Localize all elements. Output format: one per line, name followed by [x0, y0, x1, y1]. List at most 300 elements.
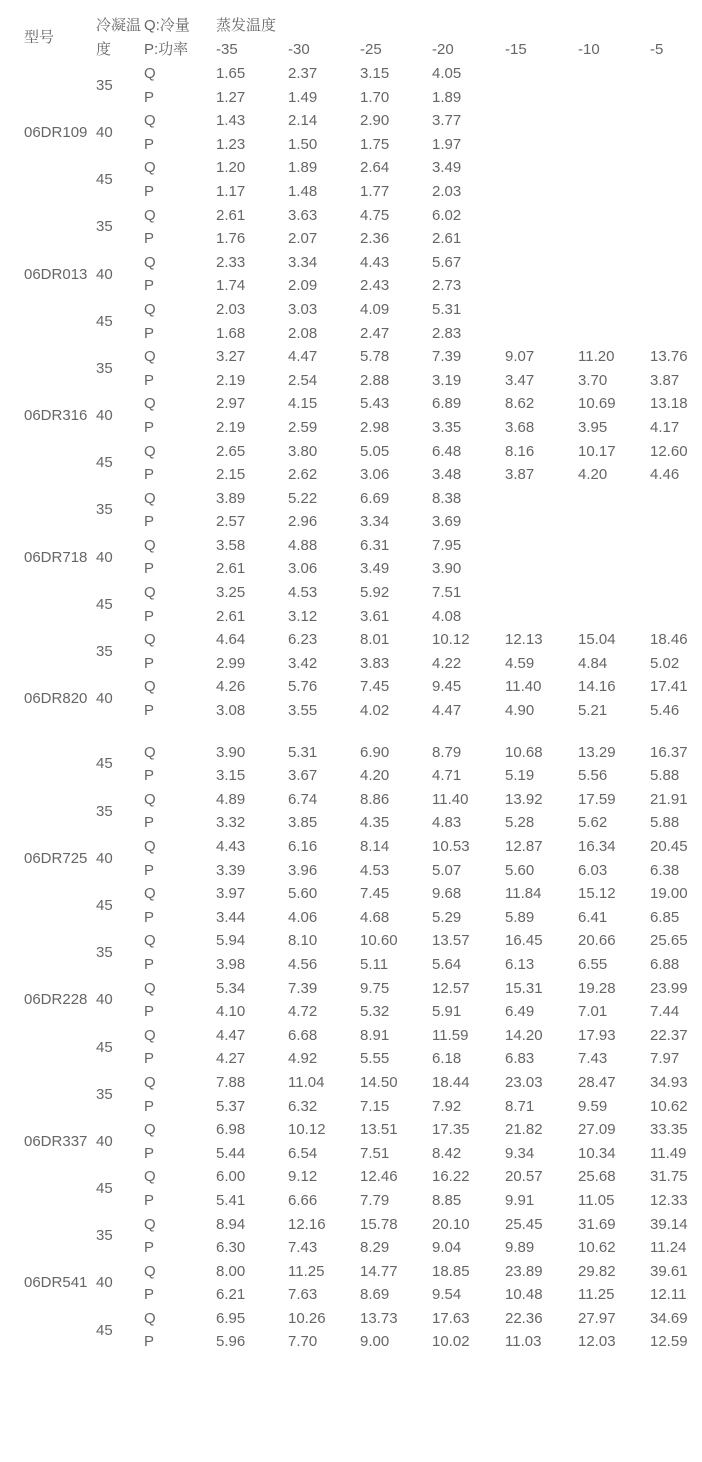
value-cell: 2.19 — [216, 371, 246, 389]
value-cell: 2.36 — [360, 230, 390, 248]
col-header-cond-temp: 冷凝温度 — [96, 17, 142, 58]
value-cell: 1.23 — [216, 135, 246, 153]
value-cell: 5.32 — [360, 1003, 390, 1021]
row-label-q: Q — [144, 790, 156, 808]
cond-temp-value: 45 — [96, 312, 113, 330]
value-cell: 2.15 — [216, 466, 246, 484]
value-cell: 12.46 — [360, 1168, 398, 1186]
value-cell: 3.44 — [216, 908, 246, 926]
value-cell: 1.27 — [216, 88, 246, 106]
value-cell: 9.75 — [360, 979, 390, 997]
value-cell: 6.48 — [432, 442, 462, 460]
value-cell: 4.10 — [216, 1003, 246, 1021]
row-label-q: Q — [144, 112, 156, 130]
value-cell: 3.67 — [288, 767, 318, 785]
value-cell: 6.49 — [505, 1003, 535, 1021]
value-cell: 16.37 — [650, 743, 688, 761]
value-cell: 10.26 — [288, 1309, 326, 1327]
value-cell: 5.05 — [360, 442, 390, 460]
value-cell: 10.53 — [432, 838, 470, 855]
value-cell: 6.74 — [288, 790, 318, 808]
row-label-p: P — [144, 182, 155, 200]
row-label-q: Q — [144, 1262, 156, 1280]
value-cell: 5.02 — [650, 654, 680, 672]
model-name: 06DR725 — [24, 849, 88, 867]
value-cell: 10.69 — [578, 395, 616, 413]
legend-q: Q:冷量 — [144, 17, 190, 34]
value-cell: 39.14 — [650, 1215, 688, 1233]
value-cell: 6.30 — [216, 1239, 246, 1257]
value-cell: 21.91 — [650, 790, 688, 808]
value-cell: 4.35 — [360, 814, 390, 832]
value-cell: 4.75 — [360, 206, 390, 224]
value-cell: 13.57 — [432, 932, 470, 950]
row-label-q: Q — [144, 159, 156, 177]
value-cell: 16.22 — [432, 1168, 470, 1186]
value-cell: 1.70 — [360, 88, 390, 106]
value-cell: 12.57 — [432, 979, 470, 997]
value-cell: 2.65 — [216, 442, 246, 460]
value-cell: 1.48 — [288, 182, 318, 200]
cond-temp-value: 40 — [96, 849, 113, 867]
value-cell: 3.25 — [216, 584, 246, 602]
row-label-p: P — [144, 814, 155, 832]
value-cell: 16.45 — [505, 932, 543, 950]
value-cell: 12.11 — [650, 1286, 687, 1304]
value-cell: 7.01 — [578, 1003, 608, 1021]
row-label-q: Q — [144, 395, 156, 413]
row-label-q: Q — [144, 489, 156, 507]
value-cell: 17.59 — [578, 790, 616, 808]
row-label-q: Q — [144, 885, 156, 903]
row-label-p: P — [144, 908, 155, 926]
value-cell: 8.69 — [360, 1286, 390, 1304]
row-label-q: Q — [144, 743, 156, 761]
value-cell: 3.27 — [216, 348, 246, 366]
value-cell: 1.76 — [216, 230, 246, 248]
value-cell: 7.95 — [432, 536, 462, 554]
cond-temp-value: 40 — [96, 690, 113, 708]
value-cell: 3.34 — [360, 513, 390, 531]
value-cell: 13.92 — [505, 790, 543, 808]
value-cell: 3.85 — [288, 814, 318, 832]
value-cell: 6.18 — [432, 1050, 462, 1068]
row-label-q: Q — [144, 838, 156, 855]
value-cell: 4.17 — [650, 418, 680, 436]
value-cell: 19.28 — [578, 979, 616, 997]
value-cell: 1.89 — [288, 159, 318, 177]
value-cell: 11.05 — [578, 1191, 615, 1209]
value-cell: 1.97 — [432, 135, 462, 153]
value-cell: 5.34 — [216, 979, 246, 997]
row-label-p: P — [144, 767, 155, 785]
value-cell: 9.00 — [360, 1333, 390, 1351]
value-cell: 27.97 — [578, 1309, 616, 1327]
value-cell: 7.79 — [360, 1191, 390, 1209]
model-name: 06DR228 — [24, 991, 88, 1009]
value-cell: 3.19 — [432, 371, 462, 389]
value-cell: 2.83 — [432, 324, 462, 342]
row-label-q: Q — [144, 348, 156, 366]
value-cell: 7.39 — [288, 979, 318, 997]
value-cell: 3.03 — [288, 300, 318, 318]
row-label-p: P — [144, 560, 155, 578]
value-cell: 5.21 — [578, 702, 608, 720]
col-header-model: 型号 — [24, 29, 55, 46]
value-cell: 2.98 — [360, 418, 390, 436]
value-cell: 10.62 — [578, 1239, 616, 1257]
value-cell: 3.55 — [288, 702, 318, 720]
row-label-p: P — [144, 1239, 155, 1257]
row-label-p: P — [144, 1097, 155, 1115]
value-cell: 23.03 — [505, 1073, 543, 1091]
value-cell: 2.03 — [216, 300, 246, 318]
value-cell: 2.90 — [360, 112, 390, 130]
value-cell: 3.06 — [288, 560, 318, 578]
value-cell: 17.63 — [432, 1309, 470, 1327]
value-cell: 3.87 — [505, 466, 535, 484]
model-name: 06DR541 — [24, 1274, 88, 1292]
cond-temp-value: 45 — [96, 454, 113, 472]
value-cell: 7.45 — [360, 678, 390, 696]
value-cell: 2.64 — [360, 159, 390, 177]
value-cell: 28.47 — [578, 1073, 616, 1091]
value-cell: 3.12 — [288, 607, 318, 625]
col-header-temp: -35 — [216, 41, 238, 58]
value-cell: 20.66 — [578, 932, 616, 950]
value-cell: 7.70 — [288, 1333, 318, 1351]
model-group — [24, 487, 702, 629]
row-label-q: Q — [144, 65, 156, 82]
value-cell: 17.41 — [650, 678, 688, 696]
value-cell: 3.61 — [360, 607, 390, 625]
value-cell: 4.64 — [216, 631, 246, 649]
value-cell: 3.68 — [505, 418, 535, 436]
model-group — [24, 741, 702, 788]
value-cell: 3.70 — [578, 371, 608, 389]
value-cell: 4.43 — [216, 838, 246, 855]
value-cell: 5.67 — [432, 253, 462, 271]
value-cell: 11.24 — [650, 1239, 687, 1257]
value-cell: 2.97 — [216, 395, 246, 413]
value-cell: 5.07 — [432, 861, 462, 879]
row-label-p: P — [144, 861, 155, 879]
value-cell: 1.75 — [360, 135, 390, 153]
value-cell: 6.41 — [578, 908, 608, 926]
value-cell: 25.45 — [505, 1215, 543, 1233]
value-cell: 9.54 — [432, 1286, 462, 1304]
value-cell: 9.59 — [578, 1097, 608, 1115]
row-label-q: Q — [144, 678, 156, 696]
value-cell: 12.03 — [578, 1333, 616, 1351]
model-group — [24, 1213, 702, 1355]
value-cell: 11.40 — [432, 790, 469, 808]
cond-temp-value: 40 — [96, 548, 113, 566]
value-cell: 8.00 — [216, 1262, 246, 1280]
value-cell: 1.49 — [288, 88, 318, 106]
value-cell: 3.47 — [505, 371, 535, 389]
value-cell: 14.77 — [360, 1262, 398, 1280]
value-cell: 2.19 — [216, 418, 246, 436]
value-cell: 23.99 — [650, 979, 688, 997]
value-cell: 6.32 — [288, 1097, 318, 1115]
value-cell: 19.00 — [650, 885, 688, 903]
value-cell: 4.09 — [360, 300, 390, 318]
value-cell: 11.20 — [578, 348, 615, 366]
value-cell: 3.34 — [288, 253, 318, 271]
row-label-p: P — [144, 371, 155, 389]
value-cell: 5.28 — [505, 814, 535, 832]
cond-temp-value: 35 — [96, 944, 113, 962]
value-cell: 3.77 — [432, 112, 462, 130]
value-cell: 5.96 — [216, 1333, 246, 1351]
value-cell: 1.68 — [216, 324, 246, 342]
value-cell: 4.06 — [288, 908, 318, 926]
value-cell: 8.85 — [432, 1191, 462, 1209]
value-cell: 4.83 — [432, 814, 462, 832]
value-cell: 15.78 — [360, 1215, 398, 1233]
value-cell: 5.55 — [360, 1050, 390, 1068]
value-cell: 3.97 — [216, 885, 246, 903]
value-cell: 13.51 — [360, 1121, 398, 1139]
value-cell: 3.90 — [216, 743, 246, 761]
value-cell: 7.45 — [360, 885, 390, 903]
value-cell: 1.74 — [216, 277, 246, 295]
value-cell: 3.39 — [216, 861, 246, 879]
value-cell: 2.03 — [432, 182, 462, 200]
value-cell: 1.20 — [216, 159, 246, 177]
value-cell: 10.68 — [505, 743, 543, 761]
value-cell: 4.71 — [432, 767, 462, 785]
value-cell: 11.25 — [578, 1286, 615, 1304]
cond-temp-value: 35 — [96, 1085, 113, 1103]
value-cell: 3.87 — [650, 371, 680, 389]
value-cell: 13.73 — [360, 1309, 398, 1327]
value-cell: 8.10 — [288, 932, 318, 950]
value-cell: 2.14 — [288, 112, 318, 130]
cond-temp-value: 40 — [96, 123, 113, 141]
col-header-evap-temp: 蒸发温度 — [216, 17, 277, 34]
value-cell: 3.15 — [360, 65, 390, 82]
value-cell: 14.16 — [578, 678, 616, 696]
row-label-p: P — [144, 418, 155, 436]
value-cell: 5.19 — [505, 767, 535, 785]
value-cell: 3.35 — [432, 418, 462, 436]
value-cell: 8.42 — [432, 1144, 462, 1162]
legend-p: P:功率 — [144, 41, 189, 58]
value-cell: 1.89 — [432, 88, 462, 106]
value-cell: 15.31 — [505, 979, 543, 997]
value-cell: 3.96 — [288, 861, 318, 879]
value-cell: 11.25 — [288, 1262, 325, 1280]
value-cell: 1.43 — [216, 112, 246, 130]
value-cell: 10.34 — [578, 1144, 616, 1162]
value-cell: 5.56 — [578, 767, 608, 785]
value-cell: 5.60 — [505, 861, 535, 879]
row-label-q: Q — [144, 442, 156, 460]
value-cell: 3.48 — [432, 466, 462, 484]
value-cell: 10.60 — [360, 932, 398, 950]
value-cell: 2.61 — [216, 560, 246, 578]
row-label-q: Q — [144, 253, 156, 271]
value-cell: 8.29 — [360, 1239, 390, 1257]
value-cell: 6.85 — [650, 908, 680, 926]
value-cell: 7.39 — [432, 348, 462, 366]
value-cell: 9.68 — [432, 885, 462, 903]
value-cell: 5.92 — [360, 584, 390, 602]
value-cell: 4.59 — [505, 654, 535, 672]
value-cell: 4.46 — [650, 466, 680, 484]
value-cell: 14.50 — [360, 1073, 398, 1091]
value-cell: 6.13 — [505, 955, 535, 973]
value-cell: 9.45 — [432, 678, 462, 696]
row-label-q: Q — [144, 1026, 156, 1044]
value-cell: 2.09 — [288, 277, 318, 295]
value-cell: 1.65 — [216, 65, 246, 82]
model-name: 06DR337 — [24, 1132, 88, 1150]
value-cell: 5.46 — [650, 702, 680, 720]
value-cell: 4.47 — [288, 348, 318, 366]
model-name: 06DR013 — [24, 265, 88, 283]
value-cell: 9.07 — [505, 348, 535, 366]
cond-temp-value: 40 — [96, 1274, 113, 1292]
value-cell: 12.33 — [650, 1191, 688, 1209]
row-label-q: Q — [144, 206, 156, 224]
value-cell: 2.07 — [288, 230, 318, 248]
value-cell: 3.08 — [216, 702, 246, 720]
cond-temp-value: 35 — [96, 802, 113, 820]
cond-temp-value: 35 — [96, 1227, 113, 1245]
value-cell: 12.87 — [505, 838, 543, 855]
model-name: 06DR109 — [24, 123, 88, 141]
model-name: 06DR718 — [24, 548, 88, 566]
value-cell: 5.89 — [505, 908, 535, 926]
value-cell: 8.86 — [360, 790, 390, 808]
row-label-p: P — [144, 607, 155, 625]
row-label-q: Q — [144, 979, 156, 997]
value-cell: 2.59 — [288, 418, 318, 436]
value-cell: 4.26 — [216, 678, 246, 696]
col-header-temp: -30 — [288, 41, 310, 58]
col-header-temp: -25 — [360, 41, 382, 58]
row-label-p: P — [144, 702, 155, 720]
value-cell: 6.03 — [578, 861, 608, 879]
col-header-temp: -15 — [505, 41, 527, 58]
table-body — [24, 62, 702, 1354]
value-cell: 5.78 — [360, 348, 390, 366]
value-cell: 4.02 — [360, 702, 390, 720]
value-cell: 20.57 — [505, 1168, 543, 1186]
row-label-q: Q — [144, 932, 156, 950]
value-cell: 3.69 — [432, 513, 462, 531]
value-cell: 9.89 — [505, 1239, 535, 1257]
value-cell: 6.68 — [288, 1026, 318, 1044]
value-cell: 33.35 — [650, 1121, 688, 1139]
value-cell: 2.61 — [216, 607, 246, 625]
value-cell: 4.68 — [360, 908, 390, 926]
cond-temp-value: 35 — [96, 501, 113, 519]
value-cell: 4.53 — [360, 861, 390, 879]
value-cell: 6.69 — [360, 489, 390, 507]
value-cell: 17.35 — [432, 1121, 470, 1139]
value-cell: 5.91 — [432, 1003, 462, 1021]
value-cell: 3.89 — [216, 489, 246, 507]
value-cell: 29.82 — [578, 1262, 616, 1280]
model-name: 06DR820 — [24, 690, 88, 708]
value-cell: 14.20 — [505, 1026, 543, 1044]
row-label-q: Q — [144, 584, 156, 602]
value-cell: 11.59 — [432, 1026, 469, 1044]
row-label-p: P — [144, 135, 155, 153]
value-cell: 5.31 — [432, 300, 462, 318]
value-cell: 1.17 — [216, 182, 246, 200]
value-cell: 2.54 — [288, 371, 318, 389]
model-group — [24, 345, 702, 487]
value-cell: 4.72 — [288, 1003, 318, 1021]
row-label-p: P — [144, 1003, 155, 1021]
row-label-q: Q — [144, 536, 156, 554]
value-cell: 6.55 — [578, 955, 608, 973]
value-cell: 20.45 — [650, 838, 688, 855]
value-cell: 3.32 — [216, 814, 246, 832]
value-cell: 31.69 — [578, 1215, 616, 1233]
value-cell: 6.66 — [288, 1191, 318, 1209]
value-cell: 31.75 — [650, 1168, 688, 1186]
value-cell: 22.37 — [650, 1026, 688, 1044]
value-cell: 13.29 — [578, 743, 616, 761]
value-cell: 6.54 — [288, 1144, 318, 1162]
value-cell: 3.98 — [216, 955, 246, 973]
value-cell: 5.43 — [360, 395, 390, 413]
value-cell: 12.59 — [650, 1333, 688, 1351]
row-label-q: Q — [144, 1073, 156, 1091]
value-cell: 2.96 — [288, 513, 318, 531]
value-cell: 2.62 — [288, 466, 318, 484]
value-cell: 8.01 — [360, 631, 390, 649]
value-cell: 6.89 — [432, 395, 462, 413]
value-cell: 5.88 — [650, 814, 680, 832]
model-group — [24, 628, 702, 722]
value-cell: 3.49 — [360, 560, 390, 578]
model-group — [24, 204, 702, 346]
value-cell: 10.17 — [578, 442, 616, 460]
value-cell: 13.76 — [650, 348, 688, 366]
cond-temp-value: 45 — [96, 1038, 113, 1056]
value-cell: 4.27 — [216, 1050, 246, 1068]
value-cell: 3.49 — [432, 159, 462, 177]
value-cell: 1.77 — [360, 182, 390, 200]
col-header-temp: -10 — [578, 41, 600, 58]
row-label-p: P — [144, 466, 155, 484]
value-cell: 4.47 — [432, 702, 462, 720]
value-cell: 2.57 — [216, 513, 246, 531]
value-cell: 18.44 — [432, 1073, 470, 1091]
value-cell: 6.23 — [288, 631, 318, 649]
value-cell: 3.95 — [578, 418, 608, 436]
cond-temp-value: 35 — [96, 359, 113, 377]
value-cell: 2.37 — [288, 65, 318, 82]
value-cell: 11.49 — [650, 1144, 687, 1162]
value-cell: 5.41 — [216, 1191, 246, 1209]
cond-temp-value: 35 — [96, 76, 113, 94]
value-cell: 11.40 — [505, 678, 542, 696]
value-cell: 6.38 — [650, 861, 680, 879]
value-cell: 7.51 — [432, 584, 462, 602]
value-cell: 23.89 — [505, 1262, 543, 1280]
value-cell: 21.82 — [505, 1121, 543, 1139]
value-cell: 2.08 — [288, 324, 318, 342]
col-header-temp: -20 — [432, 41, 454, 58]
